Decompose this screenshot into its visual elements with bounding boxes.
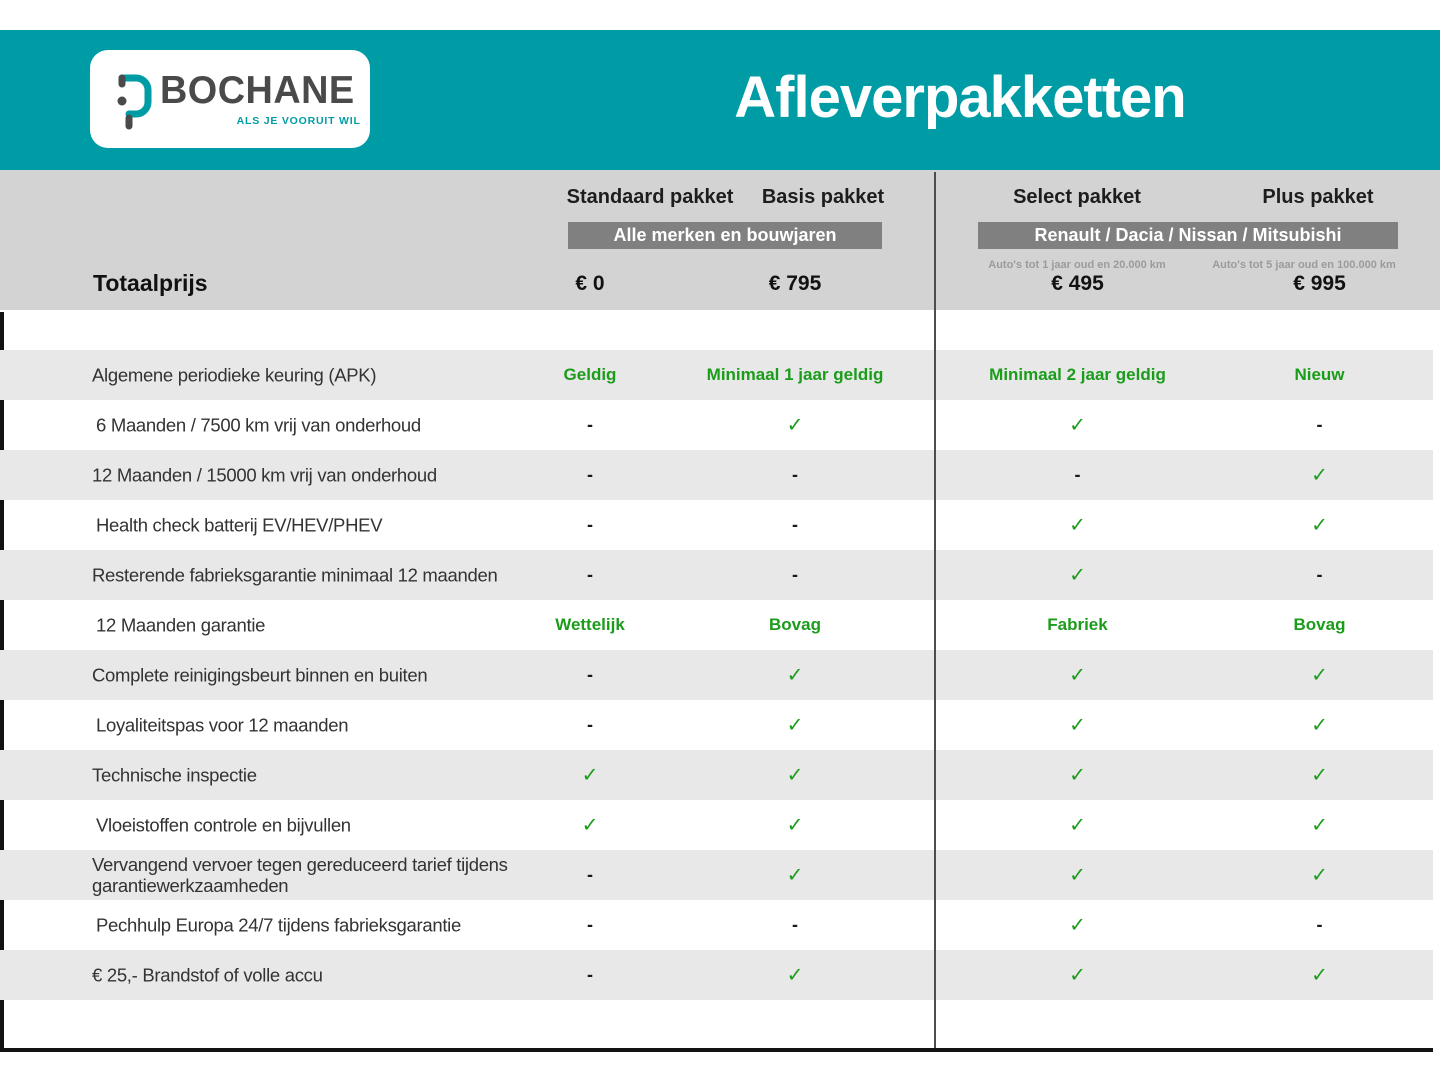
feature-cell-basis: Bovag <box>769 615 821 634</box>
bochane-logo <box>90 50 370 148</box>
logo-tagline: ALS JE VOORUIT WIL <box>236 115 361 127</box>
bochane-logo-icon <box>112 70 154 132</box>
feature-table-body <box>0 350 1433 1000</box>
table-row <box>4 600 1433 650</box>
feature-cell-plus: ✓ <box>1311 964 1328 987</box>
feature-cell-plus: Nieuw <box>1294 365 1345 384</box>
feature-cell-plus: ✓ <box>1311 864 1328 887</box>
packages-header-band <box>0 170 1440 310</box>
table-row <box>4 400 1433 450</box>
row-label: Loyaliteitspas voor 12 maanden <box>96 714 349 736</box>
feature-cell-basis: - <box>792 914 798 935</box>
brands-badge-all: Alle merken en bouwjaren <box>568 222 882 249</box>
feature-cell-basis: - <box>792 464 798 485</box>
feature-cell-select: Minimaal 2 jaar geldig <box>989 365 1166 384</box>
feature-cell-plus: ✓ <box>1311 464 1328 487</box>
feature-cell-standaard: Geldig <box>563 365 617 384</box>
feature-cell-select: ✓ <box>1069 414 1086 437</box>
feature-cell-plus: ✓ <box>1311 764 1328 787</box>
table-row <box>0 750 1433 800</box>
table-row <box>4 900 1433 950</box>
feature-cell-plus: Bovag <box>1293 615 1346 634</box>
table-row <box>0 350 1433 400</box>
feature-cell-basis: ✓ <box>786 664 804 687</box>
row-label: € 25,- Brandstof of volle accu <box>92 964 323 986</box>
row-label: 6 Maanden / 7500 km vrij van onderhoud <box>96 414 421 436</box>
feature-cell-standaard: - <box>587 464 593 485</box>
row-label: Pechhulp Europa 24/7 tijdens fabrieksgarantie <box>96 914 461 936</box>
column-note-plus: Auto's tot 5 jaar oud en 100.000 km <box>1212 259 1396 271</box>
teal-header <box>0 30 1440 170</box>
feature-cell-basis: ✓ <box>786 714 804 737</box>
brands-badge-renault-group: Renault / Dacia / Nissan / Mitsubishi <box>978 222 1398 249</box>
feature-cell-standaard: - <box>587 914 593 935</box>
table-row <box>4 800 1433 850</box>
feature-cell-plus: ✓ <box>1311 514 1328 537</box>
column-header-basis: Basis pakket <box>761 186 885 208</box>
row-label: Technische inspectie <box>92 764 257 786</box>
feature-cell-standaard: Wettelijk <box>555 615 625 634</box>
feature-cell-standaard: - <box>587 864 593 885</box>
feature-cell-standaard: - <box>587 414 593 435</box>
feature-cell-select: Fabriek <box>1047 615 1108 634</box>
table-row <box>0 550 1433 600</box>
feature-cell-basis: Minimaal 1 jaar geldig <box>706 365 884 384</box>
table-row <box>4 500 1433 550</box>
total-price-basis: € 795 <box>768 272 822 295</box>
total-price-select: € 495 <box>1051 272 1104 295</box>
column-header-plus: Plus pakket <box>1262 186 1374 208</box>
feature-cell-basis: ✓ <box>786 814 804 837</box>
feature-cell-select: ✓ <box>1069 914 1086 937</box>
table-row <box>0 950 1433 1000</box>
row-label: Resterende fabrieksgarantie minimaal 12 maanden <box>92 564 498 586</box>
feature-cell-select: ✓ <box>1069 814 1086 837</box>
column-header-select: Select pakket <box>1013 186 1141 208</box>
column-group-divider <box>934 172 936 1048</box>
feature-cell-plus: - <box>1316 564 1323 585</box>
feature-cell-basis: ✓ <box>786 764 804 787</box>
total-price-plus: € 995 <box>1293 272 1346 295</box>
feature-cell-standaard: - <box>587 664 593 685</box>
row-label: Health check batterij EV/HEV/PHEV <box>96 514 383 536</box>
logo-name: BOCHANE <box>160 69 355 112</box>
feature-cell-plus: ✓ <box>1311 664 1328 687</box>
row-label: 12 Maanden / 15000 km vrij van onderhoud <box>92 464 437 486</box>
row-label: Algemene periodieke keuring (APK) <box>92 364 377 386</box>
feature-cell-select: - <box>1074 464 1081 485</box>
feature-cell-plus: - <box>1316 414 1323 435</box>
feature-cell-basis: ✓ <box>786 864 804 887</box>
row-label: Complete reinigingsbeurt binnen en buiten <box>92 664 428 686</box>
feature-cell-basis: ✓ <box>786 964 804 987</box>
feature-cell-basis: - <box>792 564 798 585</box>
logo-text <box>160 71 361 127</box>
feature-cell-standaard: - <box>587 564 593 585</box>
feature-cell-select: ✓ <box>1069 714 1086 737</box>
feature-cell-select: ✓ <box>1069 764 1086 787</box>
feature-cell-standaard: ✓ <box>581 764 599 787</box>
column-note-select: Auto's tot 1 jaar oud en 20.000 km <box>988 259 1166 271</box>
table-row <box>0 450 1433 500</box>
feature-cell-plus: ✓ <box>1311 714 1328 737</box>
feature-cell-standaard: - <box>587 964 593 985</box>
table-row <box>0 650 1433 700</box>
feature-cell-plus: - <box>1316 914 1323 935</box>
feature-cell-standaard: - <box>587 514 593 535</box>
feature-cell-select: ✓ <box>1069 864 1086 887</box>
feature-cell-plus: ✓ <box>1311 814 1328 837</box>
column-header-standaard: Standaard pakket <box>566 186 734 208</box>
feature-cell-standaard: - <box>587 714 593 735</box>
row-label: Vloeistoffen controle en bijvullen <box>96 814 351 836</box>
feature-cell-select: ✓ <box>1069 514 1086 537</box>
feature-cell-basis: - <box>792 514 798 535</box>
table-bottom-border <box>0 1048 1433 1052</box>
row-label: 12 Maanden garantie <box>96 614 266 636</box>
feature-cell-standaard: ✓ <box>581 814 599 837</box>
table-row <box>4 700 1433 750</box>
page-title: Afleverpakketten <box>734 65 1186 130</box>
total-price-label: Totaalprijs <box>93 270 208 296</box>
total-price-standaard: € 0 <box>575 272 605 295</box>
feature-cell-basis: ✓ <box>786 414 804 437</box>
feature-cell-select: ✓ <box>1069 564 1086 587</box>
feature-cell-select: ✓ <box>1069 964 1086 987</box>
feature-cell-select: ✓ <box>1069 664 1086 687</box>
table-row <box>0 850 1433 900</box>
row-label: Vervangend vervoer tegen gereduceerd tarief tijdens garantiewerkzaamheden <box>92 854 508 896</box>
